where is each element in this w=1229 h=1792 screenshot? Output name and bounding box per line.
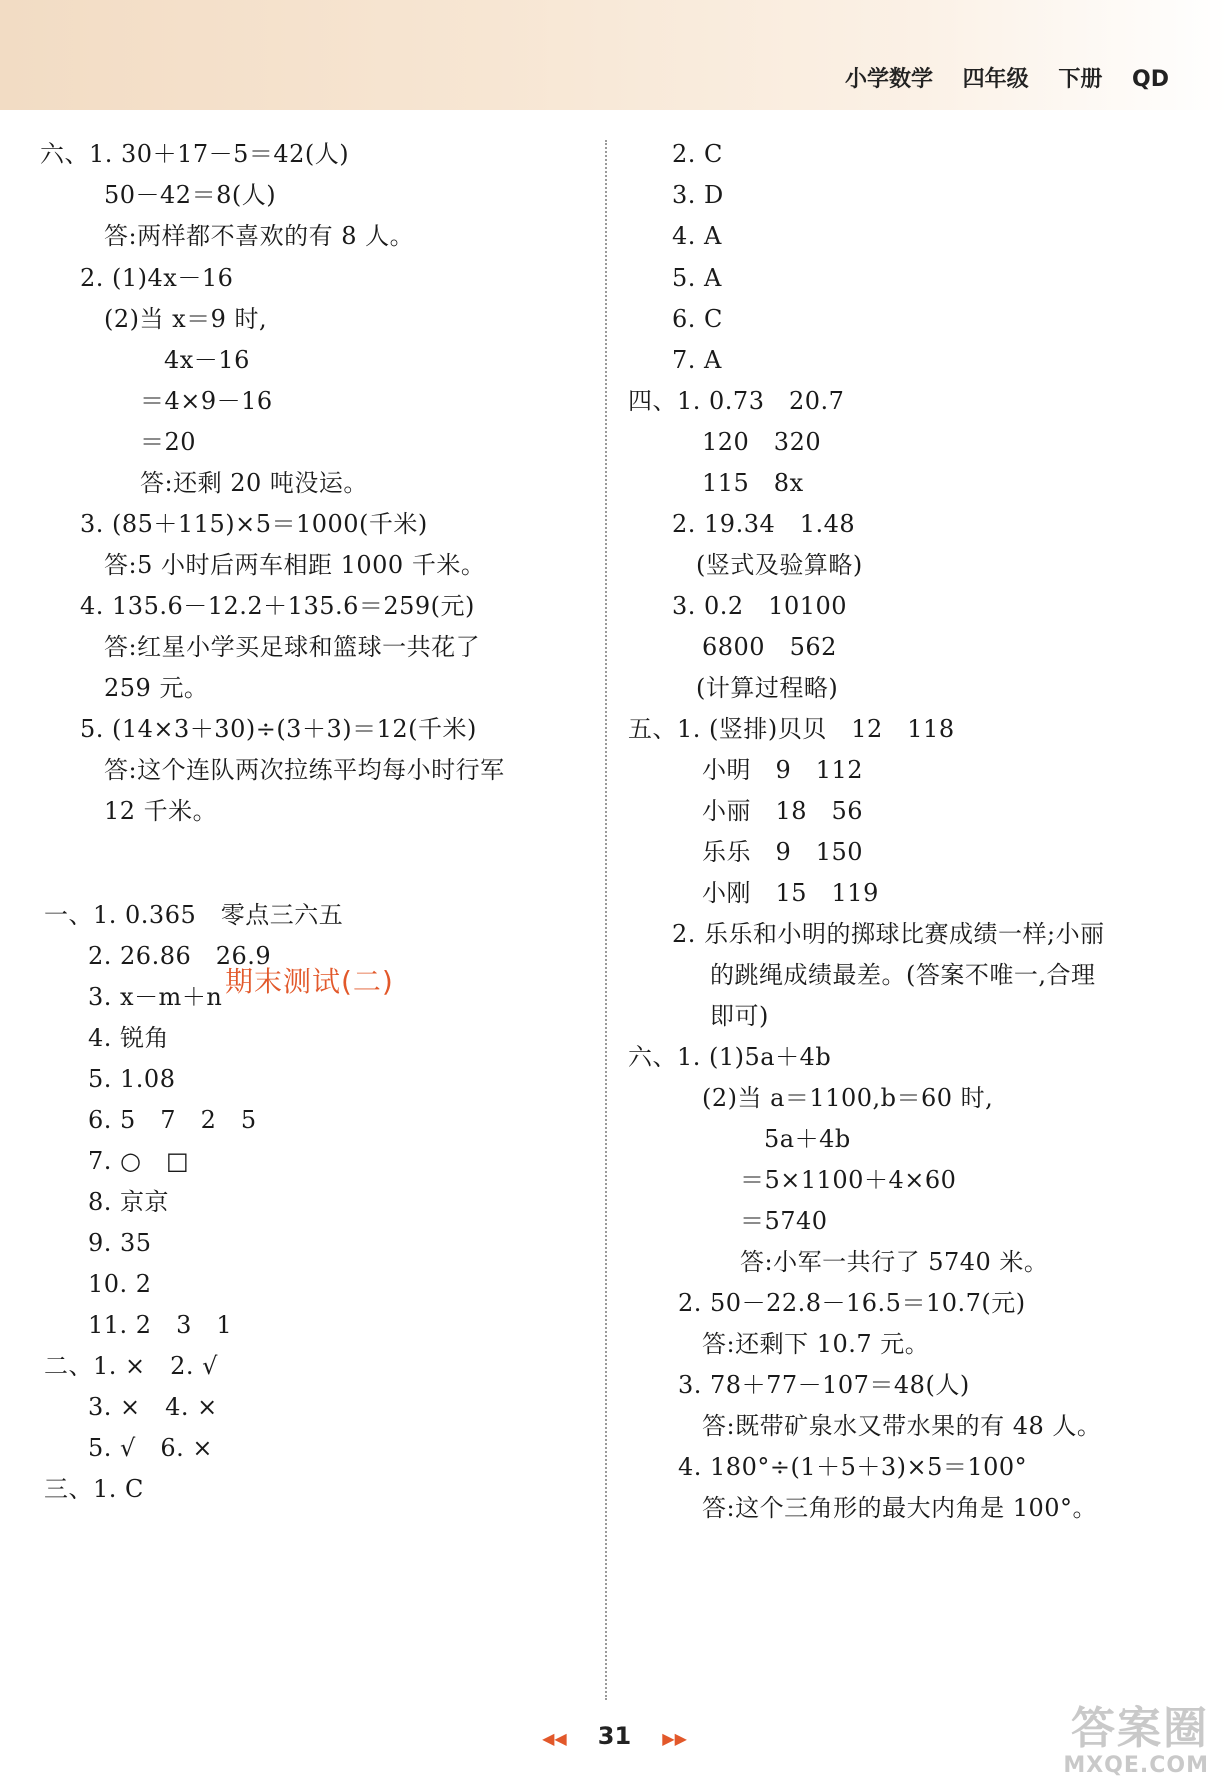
- answer-line: 2. C: [672, 140, 723, 168]
- answer-line: 小丽 18 56: [702, 797, 864, 825]
- answer-line: 答:这个连队两次拉练平均每小时行军: [104, 756, 505, 784]
- answer-line: (竖式及验算略): [696, 551, 863, 579]
- answer-line: (2)当 a＝1100,b＝60 时,: [702, 1084, 994, 1112]
- answer-line: 6. 5 7 2 5: [88, 1106, 257, 1134]
- answer-line: 答:还剩下 10.7 元。: [702, 1330, 930, 1358]
- answer-line: 答:5 小时后两车相距 1000 千米。: [104, 551, 486, 579]
- answer-line: 7. A: [672, 346, 722, 374]
- volume-label: 下册: [1058, 67, 1103, 92]
- answer-line: 4. 180°÷(1＋5＋3)×5＝100°: [678, 1453, 1028, 1481]
- column-divider: [605, 140, 607, 1700]
- grade-label: 四年级: [962, 67, 1029, 92]
- answer-line: 5a＋4b: [764, 1125, 851, 1153]
- answer-line: 三、1. C: [44, 1475, 144, 1503]
- header-meta: [823, 62, 1169, 93]
- answer-line: 答:红星小学买足球和篮球一共花了: [104, 633, 481, 661]
- answer-line: 5. 1.08: [88, 1065, 176, 1093]
- answer-line: 答:小军一共行了 5740 米。: [740, 1248, 1049, 1276]
- answer-line: 答:两样都不喜欢的有 8 人。: [104, 222, 415, 250]
- answer-line: 2. 乐乐和小明的掷球比赛成绩一样;小丽: [672, 920, 1105, 948]
- answer-line: 2. 50－22.8－16.5＝10.7(元): [678, 1289, 1026, 1317]
- answer-line: ＝5×1100＋4×60: [740, 1166, 957, 1194]
- answer-line: 2. 26.86 26.9: [88, 942, 272, 970]
- answer-line: 259 元。: [104, 674, 209, 702]
- answer-line: ＝5740: [740, 1207, 828, 1235]
- answer-line: 4. A: [672, 222, 722, 250]
- answer-line: 六、1. (1)5a＋4b: [628, 1043, 832, 1071]
- answer-line: 4. 锐角: [88, 1024, 170, 1052]
- answer-line: 小刚 15 119: [702, 879, 879, 907]
- section-title: 期末测试(二): [225, 965, 394, 998]
- answer-line: 即可): [710, 1002, 769, 1030]
- edition-label: QD: [1132, 67, 1169, 92]
- watermark-url: MXQE.COM: [1063, 1753, 1209, 1778]
- answer-line: 10. 2: [88, 1270, 152, 1298]
- answer-line: 3. D: [672, 181, 724, 209]
- answer-line: 6. C: [672, 305, 723, 333]
- prev-arrows-icon: ◀◀: [542, 1729, 567, 1748]
- answer-line: 5. √ 6. ×: [88, 1434, 213, 1462]
- watermark-text: 答案圈: [1071, 1703, 1209, 1754]
- answer-line: 6800 562: [702, 633, 837, 661]
- answer-line: 答:还剩 20 吨没运。: [140, 469, 368, 497]
- answer-line: 8. 京京: [88, 1188, 170, 1216]
- answer-line: 小明 9 112: [702, 756, 864, 784]
- page-number: 31: [597, 1722, 632, 1750]
- subject-label: 小学数学: [844, 67, 933, 92]
- answer-line: 115 8x: [702, 469, 804, 497]
- answer-line: 2. 19.34 1.48: [672, 510, 856, 538]
- answer-line: 4x－16: [164, 346, 250, 374]
- answer-line: (计算过程略): [696, 674, 839, 702]
- answer-line: 3. x－m＋n: [88, 983, 223, 1011]
- answer-line: 3. 78＋77－107＝48(人): [678, 1371, 970, 1399]
- answer-line: 答:这个三角形的最大内角是 100°。: [702, 1494, 1098, 1522]
- answer-line: 乐乐 9 150: [702, 838, 864, 866]
- answer-line: 3. (85＋115)×5＝1000(千米): [80, 510, 428, 538]
- header-band: [0, 0, 1229, 110]
- answer-line: 答:既带矿泉水又带水果的有 48 人。: [702, 1412, 1102, 1440]
- answer-line: 11. 2 3 1: [88, 1311, 233, 1339]
- answer-line: 120 320: [702, 428, 822, 456]
- answer-line: 二、1. × 2. √: [44, 1352, 218, 1380]
- answer-line: 4. 135.6－12.2＋135.6＝259(元): [80, 592, 475, 620]
- answer-line: 一、1. 0.365 零点三六五: [44, 901, 344, 929]
- answer-line: (2)当 x＝9 时,: [104, 305, 268, 333]
- answer-line: 六、1. 30＋17－5＝42(人): [40, 140, 350, 168]
- answer-line: 的跳绳成绩最差。(答案不唯一,合理: [710, 961, 1096, 989]
- answer-line: 12 千米。: [104, 797, 218, 825]
- answer-line: 五、1. (竖排)贝贝 12 118: [628, 715, 955, 743]
- answer-line: 50－42＝8(人): [104, 181, 277, 209]
- answer-line: 3. × 4. ×: [88, 1393, 218, 1421]
- answer-line: 5. A: [672, 264, 722, 292]
- answer-line: 5. (14×3＋30)÷(3＋3)＝12(千米): [80, 715, 477, 743]
- answer-line: 9. 35: [88, 1229, 152, 1257]
- answer-line: 2. (1)4x－16: [80, 264, 234, 292]
- answer-line: 7. ○ □: [88, 1147, 190, 1175]
- answer-line: 四、1. 0.73 20.7: [628, 387, 845, 415]
- answer-line: 3. 0.2 10100: [672, 592, 848, 620]
- answer-line: ＝4×9－16: [140, 387, 273, 415]
- answer-line: ＝20: [140, 428, 197, 456]
- next-arrows-icon: ▶▶: [662, 1729, 687, 1748]
- watermark: [999, 1705, 1209, 1785]
